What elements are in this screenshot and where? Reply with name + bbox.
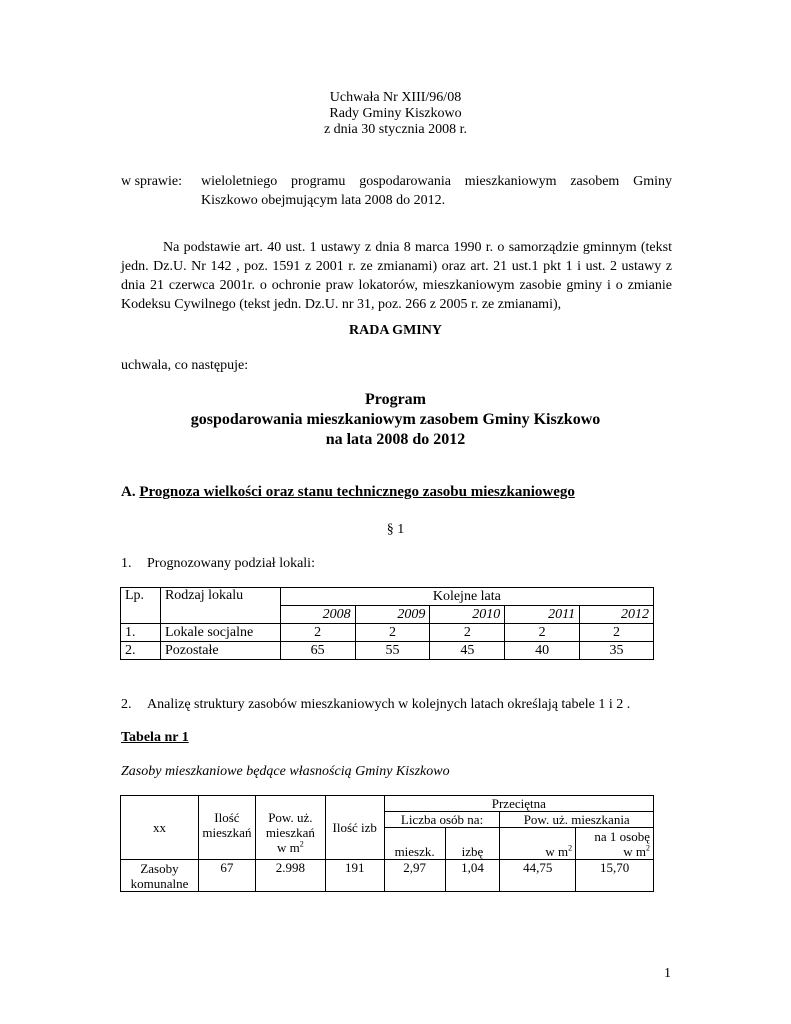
col-header-persons: Liczba osób na:: [384, 812, 500, 828]
resolution-number: Uchwała Nr XIII/96/08: [329, 90, 462, 105]
item-1-number: 1.: [121, 556, 132, 571]
year-header: 2009: [355, 606, 430, 624]
row-value: 40: [505, 642, 580, 660]
year-header: 2008: [280, 606, 355, 624]
item-1-text: Prognozowany podział lokali:: [147, 556, 315, 571]
municipal-housing-table: [120, 795, 654, 892]
page-number: 1: [664, 966, 671, 981]
row-lp: 1.: [121, 624, 161, 642]
col-header-per-person-line-1: na 1 osobę: [594, 829, 650, 844]
row-label-line-2: komunalne: [130, 875, 189, 891]
col-header-lp: Lp.: [121, 588, 161, 624]
row-value: 45: [430, 642, 505, 660]
housing-forecast-table: [120, 587, 654, 660]
row-value: 2: [430, 624, 505, 642]
program-title-2: gospodarowania mieszkaniowym zasobem Gminy Kiszkowo: [190, 411, 601, 428]
program-title-1: Program: [364, 391, 426, 408]
table-caption: Zasoby mieszkaniowe będące własnością Gminy Kiszkowo: [121, 764, 450, 779]
table-row: [121, 860, 654, 892]
item-2-text: Analizę struktury zasobów mieszkaniowych w kolejnych latach określają tabele 1 i 2 .: [147, 697, 631, 712]
row-value: 2.998: [255, 860, 325, 892]
col-header-rooms: Ilość izb: [325, 796, 384, 860]
subject-line-1: wieloletniego programu gospodarowania mieszkaniowym zasobem Gminy: [201, 174, 672, 189]
section-a-title: Prognoza wielkości oraz stanu technicznego zasobu mieszkaniowego: [139, 484, 575, 500]
col-header-per-flat: mieszk.: [384, 828, 445, 860]
row-value: 2: [505, 624, 580, 642]
table-row: [121, 624, 654, 642]
row-type: Pozostałe: [160, 642, 280, 660]
col-header-area-line-2: mieszkań: [265, 825, 315, 840]
row-value: 44,75: [500, 860, 576, 892]
col-header-per-person-line-2: w $m^2$: [623, 843, 650, 859]
row-label-line-1: Zasoby: [140, 860, 179, 876]
row-value: 67: [198, 860, 255, 892]
col-header-average: Przeciętna: [384, 796, 653, 812]
row-value: 55: [355, 642, 430, 660]
resolves-line: uchwala, co następuje:: [121, 358, 249, 373]
row-value: 35: [580, 642, 654, 660]
row-value: 191: [325, 860, 384, 892]
row-value: 1,04: [445, 860, 500, 892]
table-nr-1-heading: Tabela nr 1: [121, 730, 189, 745]
col-header-type: Rodzaj lokalu: [160, 588, 280, 624]
col-header-per-person: [576, 828, 654, 860]
row-value: 2: [355, 624, 430, 642]
subject-line-2: Kiszkowo obejmującym lata 2008 do 2012.: [201, 193, 446, 208]
row-type: Lokale socjalne: [160, 624, 280, 642]
row-value: 2: [580, 624, 654, 642]
col-header-flats-line-1: Ilość: [214, 810, 240, 825]
col-header-xx: xx: [121, 796, 199, 860]
item-2-number: 2.: [121, 697, 132, 712]
table-row: [121, 642, 654, 660]
col-header-years: Kolejne lata: [280, 588, 653, 606]
col-header-flats: [198, 796, 255, 860]
council-heading: RADA GMINY: [349, 323, 442, 338]
council-name: Rady Gminy Kiszkowo: [329, 106, 462, 121]
year-header: 2011: [505, 606, 580, 624]
col-header-area: [255, 796, 325, 860]
subject-prefix: w sprawie:: [121, 174, 183, 189]
year-header: 2010: [430, 606, 505, 624]
col-header-usable-area: Pow. uż. mieszkania: [500, 812, 654, 828]
col-header-area-line-1: Pow. uż.: [268, 810, 313, 825]
row-lp: 2.: [121, 642, 161, 660]
year-header: 2012: [580, 606, 654, 624]
row-value: 2: [280, 624, 355, 642]
section-a-heading: [121, 484, 575, 501]
col-header-wm: w $m^2$: [500, 828, 576, 860]
col-header-flats-line-2: mieszkań: [202, 825, 252, 840]
col-header-area-line-3: w $m^2$: [276, 839, 304, 855]
section-a-letter: A.: [121, 484, 136, 500]
program-title-3: na lata 2008 do 2012: [325, 431, 466, 448]
col-header-per-room: izbę: [445, 828, 500, 860]
row-value: 65: [280, 642, 355, 660]
paragraph-sign: § 1: [386, 522, 405, 537]
row-value: 15,70: [576, 860, 654, 892]
row-label: [121, 860, 199, 892]
resolution-date: z dnia 30 stycznia 2008 r.: [323, 122, 468, 137]
legal-basis-paragraph: Na podstawie art. 40 ust. 1 ustawy z dnia 8 marca 1990 r. o samorządzie gminnym (tekst jedn. Dz.U. Nr 142 , poz. 1591 z 2001 r. ze zmianami) oraz art. 21 ust.1 pkt 1 i ust. 2 ustawy z dnia 21 czerwca 2001r. o ochronie praw lokatorów, mieszkaniowym zasobie gminy i o zmianie Kodeksu Cywilnego (tekst jedn. Dz.U. nr 31, poz. 266 z 2005 r. ze zmianami),: [121, 240, 672, 312]
row-value: 2,97: [384, 860, 445, 892]
